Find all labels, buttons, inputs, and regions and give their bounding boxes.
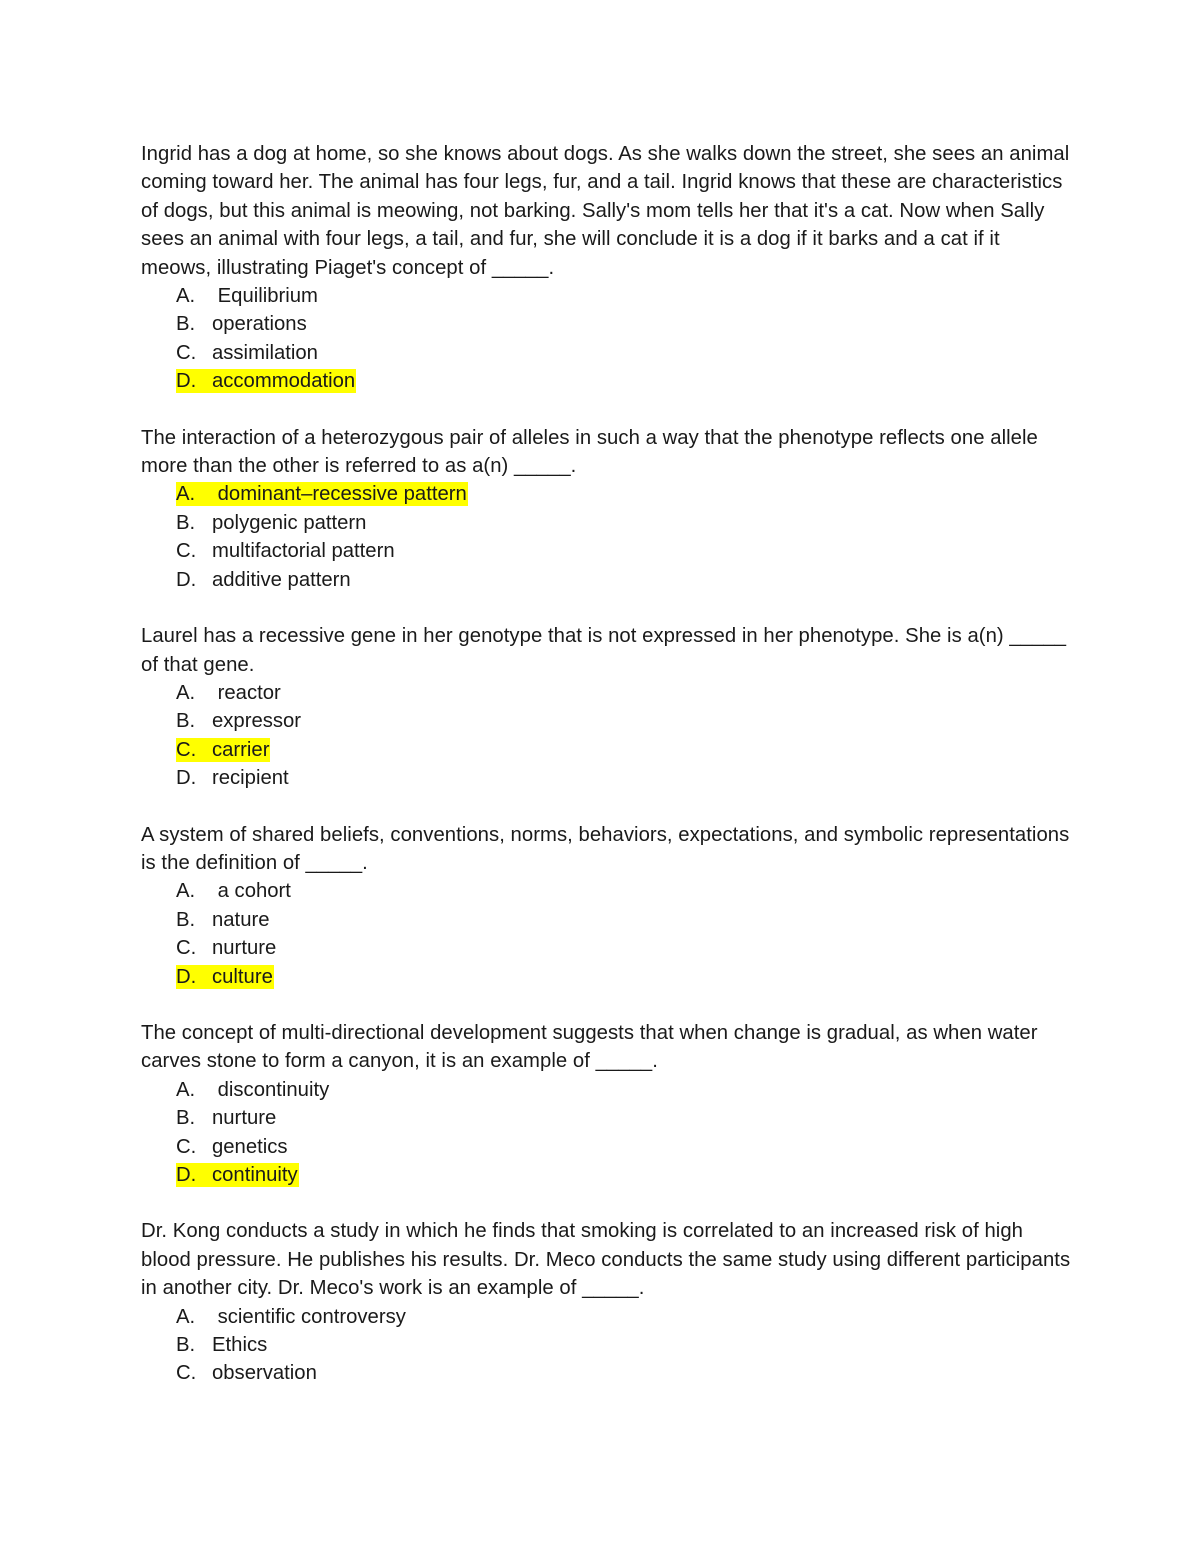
option-letter: C. xyxy=(176,738,197,761)
option-text: nurture xyxy=(212,1107,277,1130)
answer-options xyxy=(141,282,1071,396)
option-letter: C. xyxy=(176,341,197,364)
option-d-highlighted xyxy=(176,367,1071,395)
option-c-highlighted xyxy=(176,736,1071,764)
option-text: culture xyxy=(212,965,273,988)
option-text: discontinuity xyxy=(212,1078,330,1101)
option-a xyxy=(176,1303,1071,1331)
option-letter: C. xyxy=(176,937,197,960)
document-page xyxy=(141,140,1071,1416)
option-letter: A. xyxy=(176,1305,196,1328)
option-text: continuity xyxy=(212,1164,298,1186)
question-5 xyxy=(141,1019,1071,1189)
option-text: accommodation xyxy=(212,370,356,393)
option-a xyxy=(176,1076,1071,1104)
option-c xyxy=(176,537,1071,565)
option-text: multifactorial pattern xyxy=(212,540,395,563)
question-stem: Laurel has a recessive gene in her genotype that is not expressed in her phenotype. She is a(n) _____ of that gene. xyxy=(141,625,1067,676)
option-c xyxy=(176,1359,1071,1387)
option-letter: A. xyxy=(176,1078,196,1101)
option-text: recipient xyxy=(212,767,289,790)
option-letter: B. xyxy=(176,1107,196,1130)
option-b xyxy=(176,906,1071,934)
option-b xyxy=(176,707,1071,735)
option-c xyxy=(176,339,1071,367)
option-letter: B. xyxy=(176,313,196,336)
option-letter: D. xyxy=(176,370,197,393)
option-text: reactor xyxy=(212,681,281,704)
option-letter: C. xyxy=(176,1362,197,1385)
option-text: dominant–recessive pattern xyxy=(212,483,467,506)
option-letter: B. xyxy=(176,908,196,931)
option-letter: A. xyxy=(176,483,196,506)
option-letter: A. xyxy=(176,681,196,704)
answer-options xyxy=(141,679,1071,793)
option-a xyxy=(176,282,1071,310)
question-stem: Ingrid has a dog at home, so she knows about dogs. As she walks down the street, she sees an animal coming toward her. The animal has four legs, fur, and a tail. Ingrid knows that these are characteristics of dogs, but this animal is meowing, not barking. Sally's mom tells her that it's a cat. Now when Sally sees an animal with four legs, a tail, and fur, she will conclude it is a dog if it barks and a cat if it meows, illustrating Piaget's concept of _____. xyxy=(141,143,1070,279)
option-letter: A. xyxy=(176,285,196,308)
option-a-highlighted xyxy=(176,480,1071,508)
option-letter: D. xyxy=(176,965,197,988)
option-b xyxy=(176,1331,1071,1359)
question-1 xyxy=(141,140,1071,396)
option-c xyxy=(176,934,1071,962)
option-b xyxy=(176,509,1071,537)
option-letter: C. xyxy=(176,540,197,563)
answer-options xyxy=(141,480,1071,594)
option-text: Ethics xyxy=(212,1334,268,1357)
answer-options xyxy=(141,1303,1071,1388)
option-letter: B. xyxy=(176,511,196,534)
option-text: polygenic pattern xyxy=(212,511,367,534)
option-text: expressor xyxy=(212,710,302,733)
option-letter: D. xyxy=(176,1164,197,1186)
option-text: observation xyxy=(212,1362,317,1385)
option-letter: A. xyxy=(176,880,196,903)
option-text: assimilation xyxy=(212,341,318,364)
question-3 xyxy=(141,622,1071,792)
option-letter: D. xyxy=(176,767,197,790)
question-stem: Dr. Kong conducts a study in which he finds that smoking is correlated to an increased risk of high blood pressure. He publishes his results. Dr. Meco conducts the same study using different participants in another city. Dr. Meco's work is an example of _____. xyxy=(141,1220,1071,1300)
option-text: a cohort xyxy=(212,880,291,903)
option-c xyxy=(176,1133,1071,1161)
option-b xyxy=(176,310,1071,338)
option-a xyxy=(176,679,1071,707)
option-letter: C. xyxy=(176,1135,197,1158)
option-text: operations xyxy=(212,313,307,336)
option-a xyxy=(176,877,1071,905)
question-4 xyxy=(141,821,1071,991)
question-2 xyxy=(141,424,1071,594)
question-stem: The interaction of a heterozygous pair of alleles in such a way that the phenotype reflects one allele more than the other is referred to as a(n) _____. xyxy=(141,426,1038,478)
option-d-highlighted xyxy=(176,1161,1071,1189)
question-stem: A system of shared beliefs, conventions, norms, behaviors, expectations, and symbolic representations is the definition of _____. xyxy=(141,823,1070,874)
option-text: nurture xyxy=(212,937,277,960)
answer-options xyxy=(141,877,1071,991)
option-d xyxy=(176,764,1071,792)
option-letter: D. xyxy=(176,568,197,591)
option-text: nature xyxy=(212,908,270,931)
option-d xyxy=(176,566,1071,594)
option-text: genetics xyxy=(212,1135,288,1158)
option-text: additive pattern xyxy=(212,568,351,591)
option-text: scientific controversy xyxy=(212,1305,406,1328)
option-d-highlighted xyxy=(176,963,1071,991)
question-stem: The concept of multi-directional development suggests that when change is gradual, as when water carves stone to form a canyon, it is an example of _____. xyxy=(141,1021,1038,1073)
option-text: carrier xyxy=(212,738,270,761)
option-text: Equilibrium xyxy=(212,285,318,308)
option-letter: B. xyxy=(176,1334,196,1357)
answer-options xyxy=(141,1076,1071,1190)
option-b xyxy=(176,1104,1071,1132)
option-letter: B. xyxy=(176,710,196,733)
question-6 xyxy=(141,1217,1071,1387)
